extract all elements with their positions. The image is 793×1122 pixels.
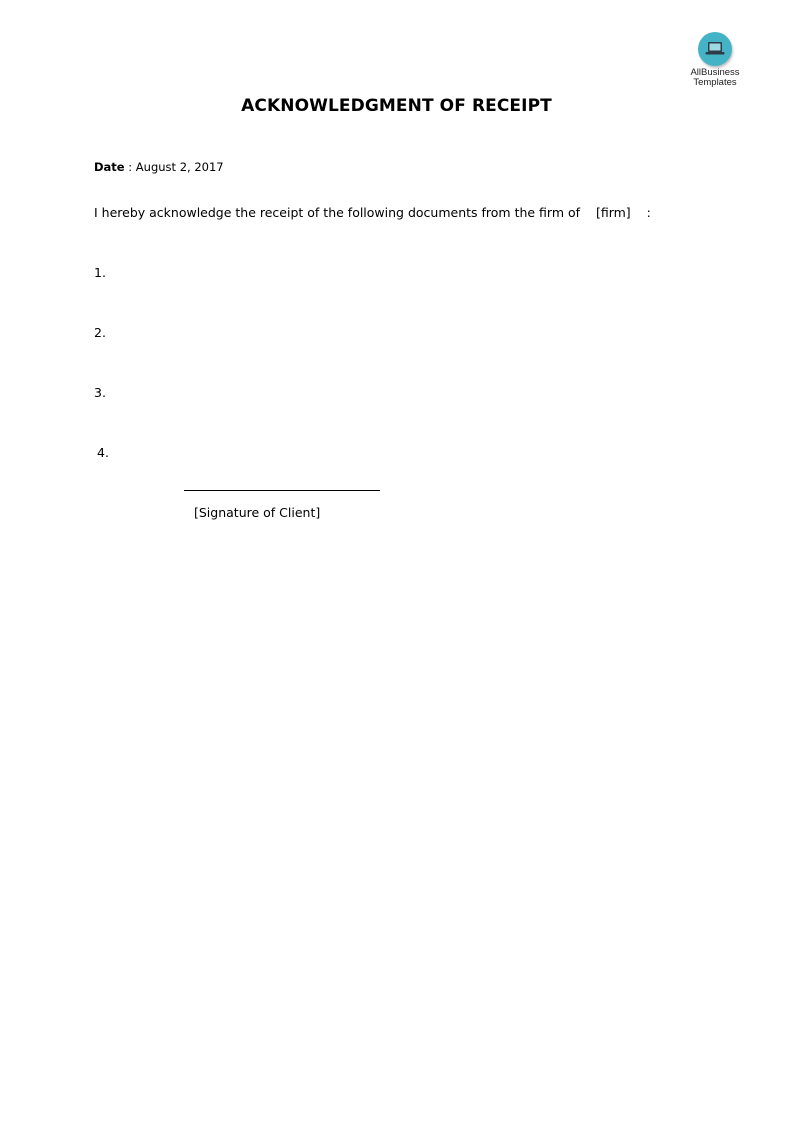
document-title: ACKNOWLEDGMENT OF RECEIPT xyxy=(241,96,552,116)
list-item-number: 3. xyxy=(94,385,106,400)
date-label: Date xyxy=(94,160,125,174)
list-item-number: 4. xyxy=(97,445,109,460)
list-item-number: 1. xyxy=(94,265,106,280)
signature-label: [Signature of Client] xyxy=(194,505,321,520)
date-value: : August 2, 2017 xyxy=(124,160,224,174)
list-item-number: 2. xyxy=(94,325,106,340)
signature-line xyxy=(184,490,380,491)
laptop-icon xyxy=(698,32,732,66)
brand-logo xyxy=(680,32,750,88)
logo-text-line2: Templates xyxy=(693,77,737,88)
logo-text-line1: AllBusiness xyxy=(690,67,740,78)
date-line xyxy=(94,160,224,174)
intro-paragraph: I hereby acknowledge the receipt of the following documents from the firm of [firm] : xyxy=(94,205,651,220)
